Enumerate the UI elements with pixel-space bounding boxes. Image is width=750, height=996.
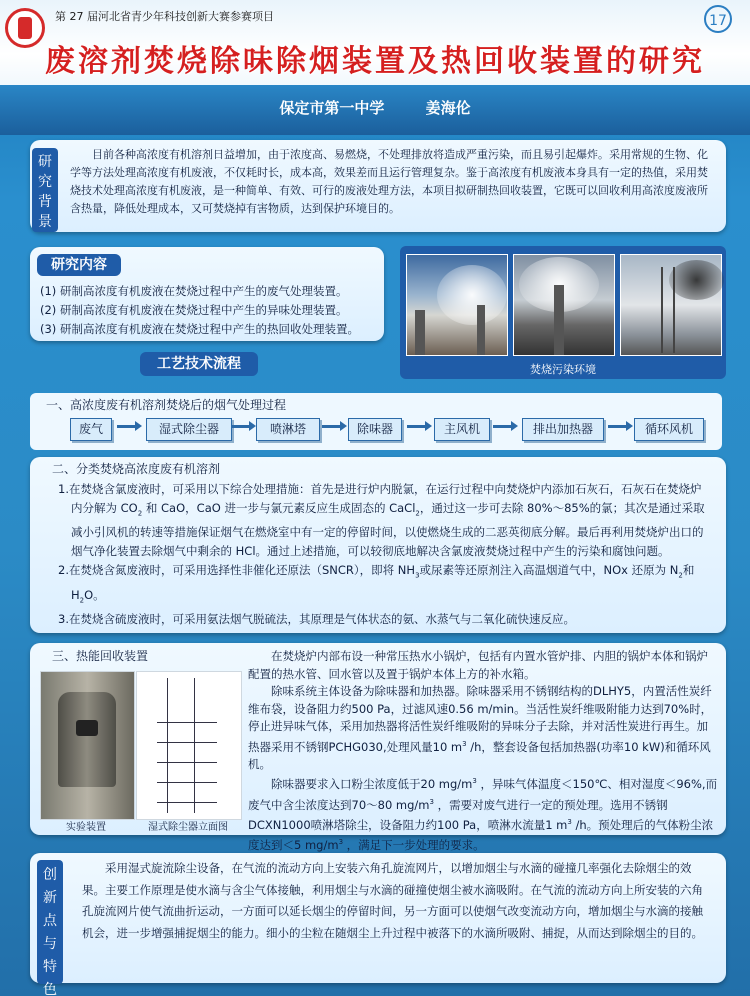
flow-arrow-icon	[493, 425, 515, 428]
device-caption: 实验装置	[66, 822, 106, 833]
content-item: (3) 研制高浓度有机废液在焚烧过程中产生的热回收处理装置。	[40, 322, 359, 336]
heat-text	[248, 648, 718, 855]
innovation-label: 创新点与特色	[37, 860, 63, 984]
content-list	[40, 282, 380, 339]
flow-arrow-icon	[117, 425, 139, 428]
background-text: 目前各种高浓度有机溶剂日益增加，由于浓度高、易燃烧，不处理排放将造成严重污染，而且易引起爆炸。采用常规的生物、化学等方法处理高浓度有机废液，不仅耗时长，成本高，效果差而且运行管理复杂。鉴于高浓度有机废液本身具有一定的热值，采用焚烧技术处理高浓度有机废液，是一种简单、有效、可行的废液处理方法，本项目拟研制热回收装置，它既可以回收利用高浓度废液所含热量，降低处理成本，又可焚烧掉有害物质，达到保护环境目的。	[70, 148, 708, 215]
flow-step-main-fan: 主风机	[434, 418, 490, 441]
flow-step-wet-scrubber: 湿式除尘器	[146, 418, 232, 441]
chimney	[554, 285, 564, 355]
chimney	[477, 305, 485, 355]
flow-step-exhaust-heater: 排出加热器	[522, 418, 604, 441]
flow-step-exhaust: 废气	[70, 418, 112, 441]
scrubber-elevation-drawing	[136, 671, 242, 820]
classify-list	[58, 480, 710, 629]
classify-heading: 二、分类焚烧高浓度废有机溶剂	[52, 462, 221, 476]
photo-plant-smoke	[513, 254, 615, 356]
classify-item-nitrogen: 2.在焚烧含氮废液时，可采用选择性非催化还原法（SNCR），即将 $NH_3$或尿素等还原剂注入高温烟道气中，NOx 还原为 $N_2$和 $H_2O$。	[58, 563, 695, 604]
author-name: 姜海伦	[425, 99, 471, 117]
flow-arrow-icon	[407, 425, 429, 428]
photo-incinerator-smoke	[406, 254, 508, 356]
heat-paragraph-deodor: 除味系统主体设备为除味器和加热器。除味器采用不锈钢结构的DLHY5，内置活性炭纤维布袋，设备阻力约500 Pa，过滤风速0.56 m/min。当活性炭纤维吸附能力达到70%时，停止进异味气体，采用加热器将活性炭纤维吸附的异味分子去除，并对活性炭进行再生。加热器采用不锈钢PCHG030,处理风量10 $m^3$ /h，整套设备包括加热器(功率10 kW)和循环风机。	[248, 684, 713, 771]
authors	[0, 97, 750, 118]
heat-heading: 三、热能回收装置	[52, 649, 149, 663]
pollution-photos	[400, 246, 726, 379]
school-name: 保定市第一中学	[279, 99, 385, 117]
background-label: 研究背景	[32, 148, 58, 232]
flow-arrow-icon	[608, 425, 630, 428]
content-item: (2) 研制高浓度有机废液在焚烧过程中产生的异味处理装置。	[40, 303, 348, 317]
flow-step-circulation-fan: 循环风机	[634, 418, 704, 441]
flow-step-deodorizer: 除味器	[348, 418, 402, 441]
process-label: 工艺技术流程	[140, 352, 258, 376]
contest-label: 第 27 届河北省青少年科技创新大赛参赛项目	[55, 10, 274, 23]
experiment-device-photo	[40, 671, 135, 820]
drawing-caption: 湿式除尘器立面图	[148, 822, 228, 833]
flow-heading: 一、高浓度废有机溶剂焚烧后的烟气处理过程	[46, 398, 287, 412]
smoke-cloud	[437, 265, 507, 325]
heat-paragraph-dust: 除味器要求入口粉尘浓度低于20 $mg/m^3$ ，异味气体温度＜150℃、相对湿度＜96%,而废气中含尘浓度达到70～80 $mg/m^3$ ，需要对废气进行一定的预处理。选用不锈钢DCXN1000喷淋塔除尘，设备阻力约100 Pa，喷淋水流量1 $m^3$ /h。预处理后的气体粉尘浓度达到＜5 $mg/m^3$ ，满足下一步处理的要求。	[248, 777, 718, 853]
chimney	[415, 310, 425, 355]
photo-tower-smoke	[620, 254, 722, 356]
heat-paragraph-boiler: 在焚烧炉内部布设一种常压热水小锅炉，包括有内置水管炉排、内胆的锅炉本体和锅炉配置的热水管、回水管以及置于锅炉本体上方的补水箱。	[248, 649, 708, 681]
classify-item-chlorine: 1.在焚烧含氯废液时，可采用以下综合处理措施：首先是进行炉内脱氯，在运行过程中向焚烧炉内添加石灰石，石灰石在焚烧炉内分解为 $CO_2$ 和 CaO，CaO 进一步与氯元素反应生成固态的 CaCl$_2$，通过这一步可去除 80%～85%的氯；其次是通过采取减小引风机的转速等措施保证烟气在燃烧室中有一定的停留时间，以使燃烧生成的二恶英彻底分解。最后再利用焚烧炉出口的烟气净化装置去除烟气中剩余的 HCl。通过上述措施，可以较彻底地解决含氯废液焚烧过程中产生的污染和腐蚀问题。	[58, 482, 705, 559]
photos-caption: 焚烧污染环境	[530, 363, 596, 376]
poster-title: 废溶剂焚烧除味除烟装置及热回收装置的研究	[45, 44, 705, 79]
flow-arrow-icon	[322, 425, 344, 428]
flow-arrow-icon	[231, 425, 253, 428]
content-label: 研究内容	[37, 254, 121, 276]
smoke-cloud	[669, 260, 724, 300]
content-item: (1) 研制高浓度有机废液在焚烧过程中产生的废气处理装置。	[40, 284, 348, 298]
classify-item-sulfur: 3.在焚烧含硫废液时，可采用氨法烟气脱硫法，其原理是气体状态的氨、水蒸气与二氧化硫快速反应。	[58, 611, 575, 626]
poster-number: 17	[704, 5, 732, 33]
flow-box	[30, 393, 722, 450]
innovation-text: 采用湿式旋流除尘设备，在气流的流动方向上安装六角孔旋流网片，以增加烟尘与水滴的碰撞几率强化去除烟尘的效果。主要工作原理是使水滴与含尘气体接触，利用烟尘与水滴的碰撞使烟尘被水滴吸附。在气流的流动方向上所安装的六角孔旋流网片使气流曲折运动，一方面可以延长烟尘的停留时间，另一方面可以使烟气改变流动方向，增加烟尘与水滴的接触机会，进一步增强捕捉烟尘的能力。细小的尘粒在随烟尘上升过程中被落下的水滴所吸附、捕捉，从而达到除烟尘的目的。	[82, 861, 703, 940]
flow-step-spray-tower: 喷淋塔	[256, 418, 320, 441]
